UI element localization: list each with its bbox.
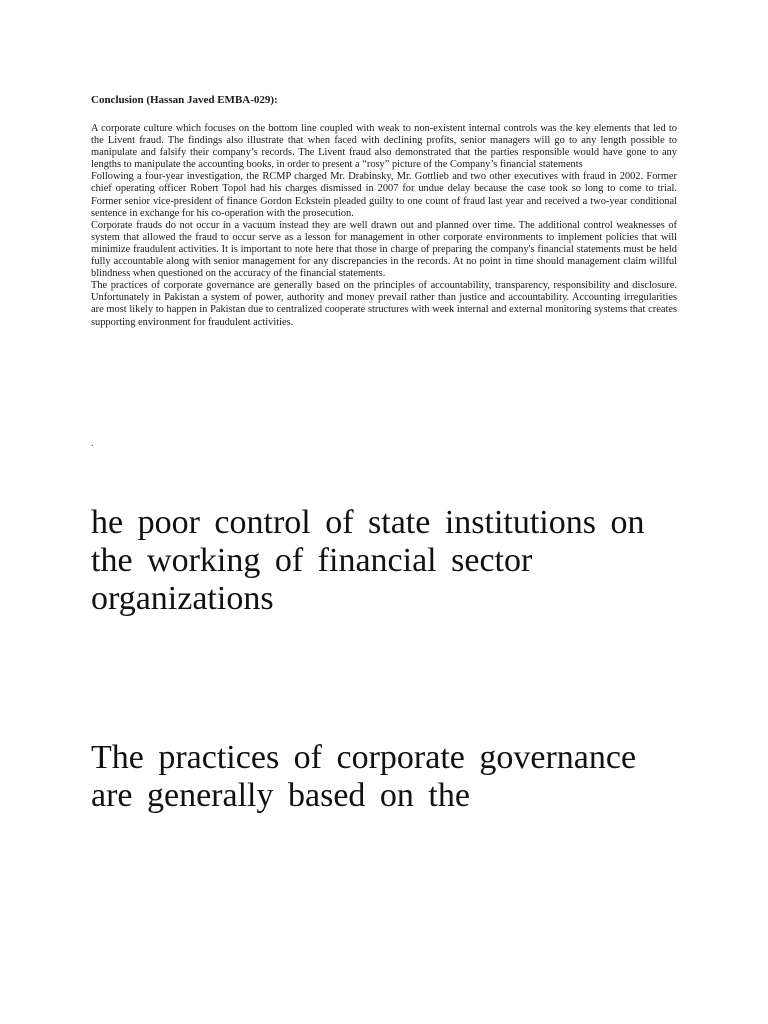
large-text-block-1: he poor control of state institutions on the working of financial sector organizations (91, 504, 645, 617)
paragraph-3: Corporate frauds do not occur in a vacuum instead they are well drawn out and planned over time. The additional control weaknesses of system that allowed the fraud to occur serve as a lesson for management in other corporate environments to implement policies that will minimize fraudulent activities. It is important to note here that those in charge of preparing the company's financial statements must be held fully accountable along with senior management for any discrepancies in the records. At no point in time should management claim willful blindness when questioned on the accuracy of the financial statements. (91, 219, 677, 280)
large-text-block-2: The practices of corporate governance are generally based on the (91, 739, 637, 814)
paragraph-1: A corporate culture which focuses on the bottom line coupled with weak to non-existent internal controls was the key elements that led to the Livent fraud. The findings also illustrate that when faced with declining profits, senior managers will go to any length possible to manipulate and falsify their company’s records. The Livent fraud also demonstrated that the parties responsible would have gone to any lengths to manipulate the accounting books, in order to present a “rosy” picture of the Company’s financial statements (91, 123, 677, 171)
trailing-mark: . (91, 438, 94, 449)
conclusion-body (91, 123, 677, 329)
paragraph-2: Following a four-year investigation, the RCMP charged Mr. Drabinsky, Mr. Gottlieb and two other executives with fraud in 2002. Former chief operating officer Robert Topol had his charges dismissed in 2007 for undue delay because the case took so long to come to trial. Former senior vice-president of finance Gordon Eckstein pleaded guilty to one count of fraud last year and received a two-year conditional sentence in exchange for his co-operation with the prosecution. (91, 171, 677, 219)
paragraph-4: The practices of corporate governance are generally based on the principles of accountability, transparency, responsibility and disclosure. Unfortunately in Pakistan a system of power, authority and money prevail rather than justice and accountability. Accounting irregularities are most likely to happen in Pakistan due to centralized cooperate structures with week internal and external monitoring systems that creates supporting environment for fraudulent activities. (91, 280, 677, 328)
conclusion-heading: Conclusion (Hassan Javed EMBA-029): (91, 94, 278, 106)
